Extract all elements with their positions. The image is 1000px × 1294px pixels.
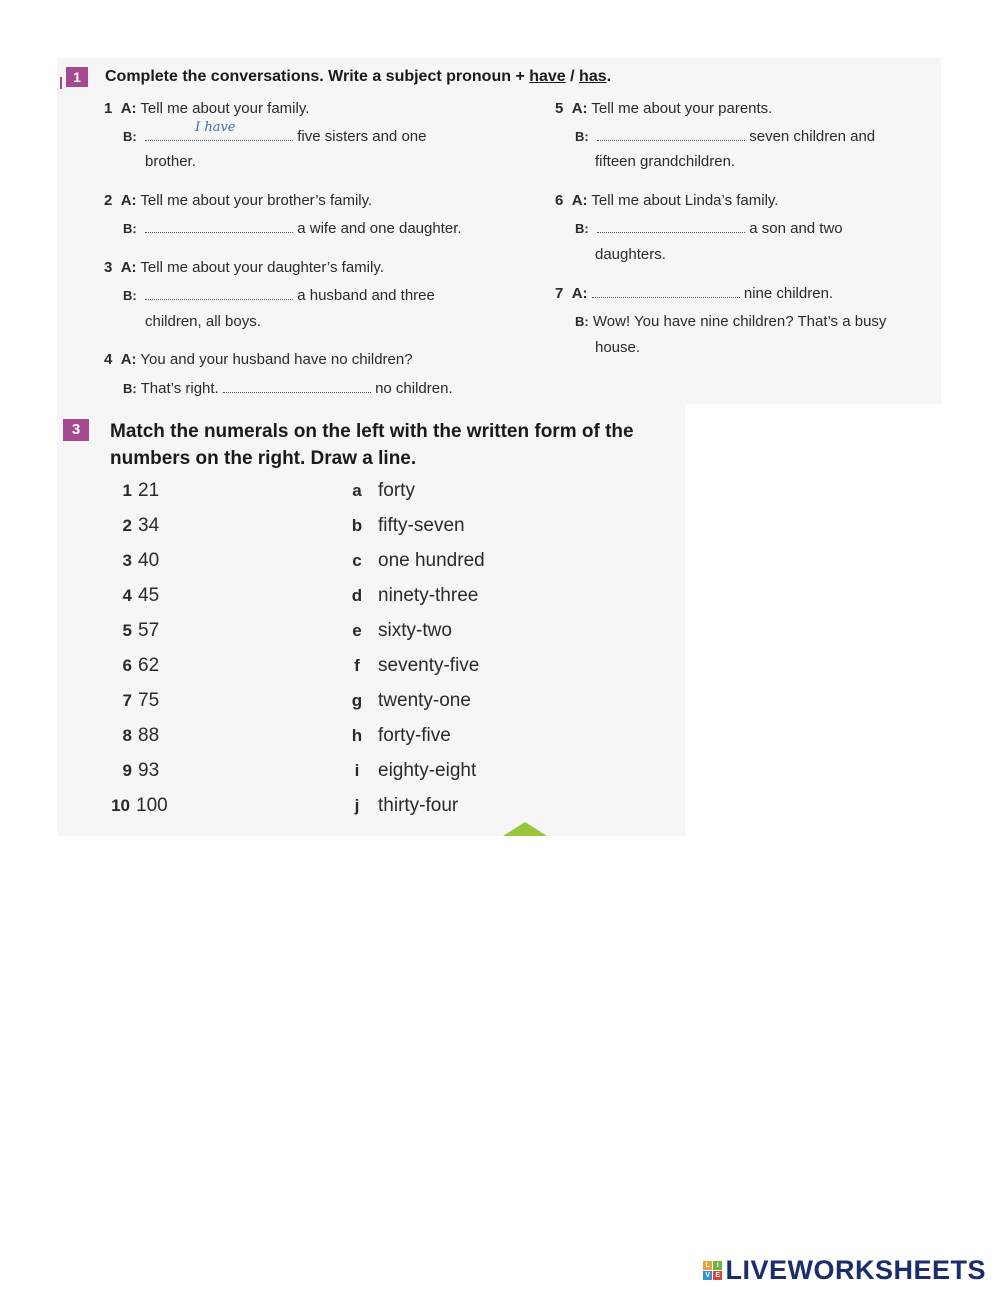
word-value: twenty-one bbox=[378, 690, 471, 711]
exercise-1-badge: 1 bbox=[66, 67, 88, 87]
numeral-value: 21 bbox=[138, 480, 160, 501]
word-letter: i bbox=[354, 761, 360, 780]
word-letter: e bbox=[352, 621, 362, 640]
exercise-3-title: Match the numerals on the left with the written form of the numbers on the right. Draw a line. bbox=[110, 421, 634, 469]
word-item[interactable] bbox=[348, 480, 415, 502]
word-letter: j bbox=[354, 796, 360, 815]
item-4-a: 4 A: You and your husband have no children? bbox=[104, 351, 413, 368]
numeral-item[interactable] bbox=[106, 550, 159, 572]
numeral-index: 4 bbox=[122, 586, 132, 605]
logo-text: LIVEWORKSHEETS bbox=[725, 1255, 986, 1285]
word-letter: h bbox=[351, 726, 363, 745]
word-letter: a bbox=[352, 481, 362, 500]
numeral-item[interactable] bbox=[106, 725, 159, 747]
word-value: forty bbox=[378, 480, 415, 501]
numeral-index: 8 bbox=[122, 726, 132, 745]
item-6-a: 6 A: Tell me about Linda’s family. bbox=[555, 192, 779, 209]
word-value: one hundred bbox=[378, 550, 485, 571]
corner-tab-decoration bbox=[503, 822, 547, 836]
numeral-value: 100 bbox=[136, 795, 168, 816]
item-7-b-cont: house. bbox=[595, 339, 641, 356]
item-1-b: B: I have five sisters and one bbox=[123, 120, 427, 145]
word-value: seventy-five bbox=[378, 655, 480, 676]
word-value: ninety-three bbox=[378, 585, 479, 606]
numeral-index: 2 bbox=[122, 516, 132, 535]
answer-blank-1[interactable]: I have bbox=[145, 128, 293, 141]
item-3-a: 3 A: Tell me about your daughter’s family. bbox=[104, 259, 384, 276]
numeral-index: 5 bbox=[122, 621, 132, 640]
exercise-1-title: Complete the conversations. Write a subject pronoun + have / has. bbox=[105, 68, 612, 85]
numeral-index: 10 bbox=[111, 796, 130, 815]
numeral-value: 88 bbox=[138, 725, 160, 746]
word-item[interactable] bbox=[348, 690, 471, 712]
numeral-item[interactable] bbox=[106, 620, 159, 642]
answer-blank-3[interactable] bbox=[145, 287, 293, 300]
numeral-item[interactable] bbox=[106, 585, 159, 607]
numeral-item[interactable] bbox=[106, 690, 159, 712]
item-7-b: B: Wow! You have nine children? That’s a busy bbox=[575, 313, 887, 330]
word-value: sixty-two bbox=[378, 620, 452, 641]
item-5-b: B: seven children and bbox=[575, 128, 876, 145]
numeral-value: 57 bbox=[138, 620, 160, 641]
numeral-value: 93 bbox=[138, 760, 160, 781]
item-2-a: 2 A: Tell me about your brother’s family. bbox=[104, 192, 373, 209]
item-5-a: 5 A: Tell me about your parents. bbox=[555, 100, 773, 117]
word-item[interactable] bbox=[348, 550, 485, 572]
numeral-item[interactable] bbox=[104, 795, 168, 817]
answer-blank-6[interactable] bbox=[597, 220, 745, 233]
word-letter: f bbox=[354, 656, 360, 675]
word-letter: c bbox=[352, 551, 362, 570]
numeral-index: 7 bbox=[122, 691, 132, 710]
word-item[interactable] bbox=[348, 760, 476, 782]
word-value: fifty-seven bbox=[378, 515, 465, 536]
numeral-item[interactable] bbox=[106, 655, 159, 677]
answer-blank-4[interactable] bbox=[223, 380, 371, 393]
numeral-item[interactable] bbox=[106, 760, 159, 782]
item-7-a: 7 A: nine children. bbox=[555, 285, 834, 302]
numeral-value: 34 bbox=[138, 515, 160, 536]
numeral-value: 62 bbox=[138, 655, 160, 676]
numeral-index: 3 bbox=[122, 551, 132, 570]
word-letter: d bbox=[351, 586, 363, 605]
answer-blank-5[interactable] bbox=[597, 128, 745, 141]
word-item[interactable] bbox=[348, 585, 478, 607]
numeral-index: 6 bbox=[122, 656, 132, 675]
item-4-b: B: That’s right. no children. bbox=[123, 380, 453, 397]
numeral-value: 45 bbox=[138, 585, 160, 606]
word-item[interactable] bbox=[348, 725, 451, 747]
item-1-b-cont: brother. bbox=[145, 153, 196, 170]
liveworksheets-logo[interactable] bbox=[703, 1255, 986, 1286]
word-item[interactable] bbox=[348, 620, 452, 642]
numeral-item[interactable] bbox=[106, 515, 159, 537]
item-1-a: 1 A: Tell me about your family. bbox=[104, 100, 310, 117]
word-value: forty-five bbox=[378, 725, 451, 746]
word-value: eighty-eight bbox=[378, 760, 477, 781]
answer-blank-7[interactable] bbox=[592, 285, 740, 298]
word-letter: b bbox=[351, 516, 363, 535]
item-5-b-cont: fifteen grandchildren. bbox=[595, 153, 736, 170]
numeral-value: 75 bbox=[138, 690, 160, 711]
item-2-b: B: a wife and one daughter. bbox=[123, 220, 462, 237]
item-3-b-cont: children, all boys. bbox=[145, 313, 261, 330]
logo-mark-icon: L I V E bbox=[705, 1262, 721, 1279]
word-item[interactable] bbox=[348, 515, 465, 537]
numeral-value: 40 bbox=[138, 550, 160, 571]
numeral-index: 9 bbox=[122, 761, 132, 780]
item-6-b-cont: daughters. bbox=[595, 246, 666, 263]
numeral-item[interactable] bbox=[106, 480, 159, 502]
word-value: thirty-four bbox=[378, 795, 459, 816]
word-letter: g bbox=[351, 691, 363, 710]
word-item[interactable] bbox=[348, 795, 458, 817]
item-3-b: B: a husband and three bbox=[123, 287, 435, 304]
answer-blank-2[interactable] bbox=[145, 220, 293, 233]
word-item[interactable] bbox=[348, 655, 479, 677]
numeral-index: 1 bbox=[122, 481, 132, 500]
exercise-3-badge: 3 bbox=[63, 419, 89, 441]
item-6-b: B: a son and two bbox=[575, 220, 843, 237]
